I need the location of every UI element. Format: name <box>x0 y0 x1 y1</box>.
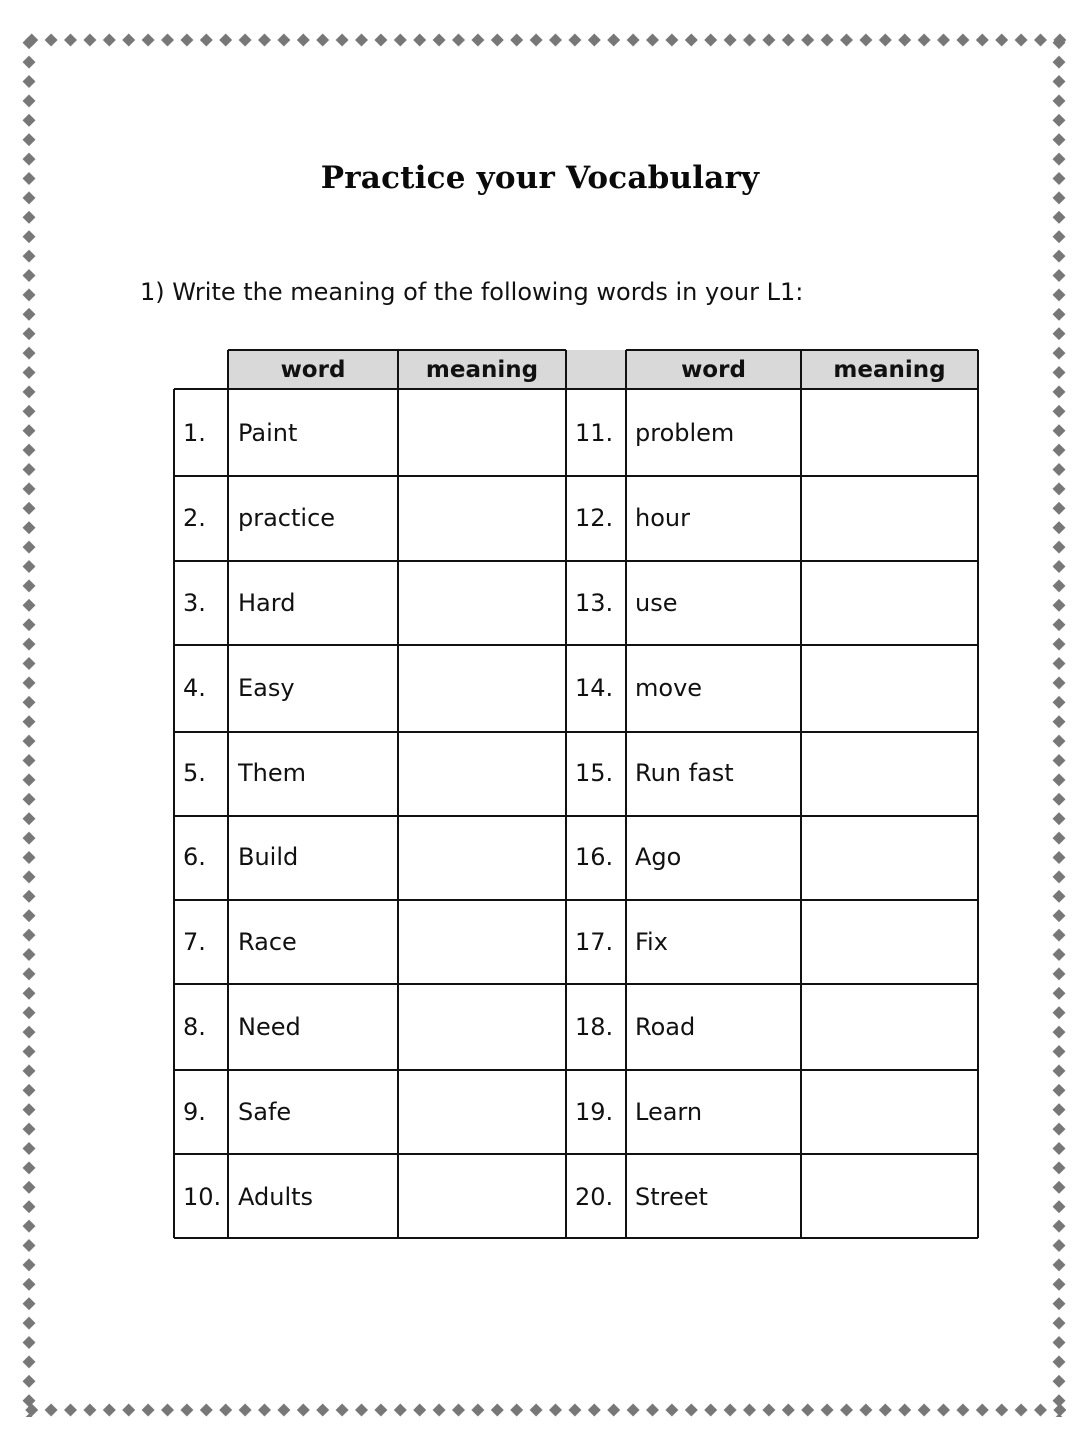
row-number-right: 15. <box>575 758 614 787</box>
meaning-answer-cell[interactable] <box>398 644 566 729</box>
table-row <box>174 983 978 1068</box>
header-word-right: word <box>626 350 801 389</box>
vocab-word-left: Need <box>238 1013 301 1042</box>
meaning-answer-cell[interactable] <box>398 983 566 1068</box>
vocab-word-left: Safe <box>238 1098 292 1127</box>
row-number-left: 6. <box>183 843 206 872</box>
meaning-answer-cell[interactable] <box>801 729 978 814</box>
vocab-word-right: move <box>635 673 703 702</box>
row-number-right: 18. <box>575 1013 614 1042</box>
border-top <box>22 33 1066 47</box>
table-row <box>174 813 978 898</box>
meaning-answer-cell[interactable] <box>398 1068 566 1153</box>
border-bottom <box>22 1403 1066 1417</box>
meaning-answer-cell[interactable] <box>398 898 566 983</box>
vocab-word-left: Paint <box>238 419 298 447</box>
meaning-answer-cell[interactable] <box>398 474 566 559</box>
row-number-right: 16. <box>575 843 614 872</box>
vocab-word-right: Ago <box>635 843 682 872</box>
row-number-left: 10. <box>183 1183 222 1212</box>
table-row <box>174 559 978 644</box>
border-left <box>22 33 36 1417</box>
vocab-word-left: Race <box>238 928 297 957</box>
table-row <box>174 644 978 729</box>
header-meaning-left: meaning <box>398 350 566 389</box>
table-body <box>174 389 978 1238</box>
vocab-word-left: Adults <box>238 1183 314 1212</box>
row-number-right: 11. <box>575 419 614 447</box>
vocab-word-left: Easy <box>238 673 295 702</box>
meaning-answer-cell[interactable] <box>801 389 978 474</box>
table-row <box>174 729 978 814</box>
vocab-word-left: Build <box>238 843 299 872</box>
row-number-left: 1. <box>183 419 206 447</box>
row-number-left: 8. <box>183 1013 206 1042</box>
worksheet-title: Practice your Vocabulary <box>320 160 760 196</box>
row-number-left: 2. <box>183 503 206 532</box>
meaning-answer-cell[interactable] <box>398 559 566 644</box>
vocab-word-left: practice <box>238 503 336 532</box>
vocab-word-right: hour <box>635 503 690 532</box>
row-number-right: 12. <box>575 503 614 532</box>
meaning-answer-cell[interactable] <box>398 729 566 814</box>
header-number-right-blank <box>566 350 626 389</box>
meaning-answer-cell[interactable] <box>801 474 978 559</box>
row-number-left: 5. <box>183 758 206 787</box>
row-number-left: 4. <box>183 673 206 702</box>
vocab-word-left: Them <box>238 758 307 787</box>
header-word-left: word <box>228 350 398 389</box>
meaning-answer-cell[interactable] <box>801 983 978 1068</box>
vocab-word-right: Fix <box>635 928 668 957</box>
row-number-right: 19. <box>575 1098 614 1127</box>
vocab-word-right: use <box>635 588 678 617</box>
vocab-word-right: Street <box>635 1183 708 1212</box>
header-meaning-right: meaning <box>801 350 978 389</box>
vocab-word-left: Hard <box>238 588 296 617</box>
row-number-right: 13. <box>575 588 614 617</box>
table-row <box>174 389 978 474</box>
table-row <box>174 474 978 559</box>
vocab-word-right: Learn <box>635 1098 703 1127</box>
table-row <box>174 1068 978 1153</box>
row-number-left: 7. <box>183 928 206 957</box>
meaning-answer-cell[interactable] <box>398 1153 566 1238</box>
instruction-text: 1) Write the meaning of the following words in your L1: <box>140 278 804 306</box>
vocab-word-right: Road <box>635 1013 696 1042</box>
vocab-word-right: Run fast <box>635 758 734 787</box>
table-row <box>174 1153 978 1238</box>
row-number-right: 17. <box>575 928 614 957</box>
row-number-left: 9. <box>183 1098 206 1127</box>
meaning-answer-cell[interactable] <box>801 559 978 644</box>
meaning-answer-cell[interactable] <box>801 644 978 729</box>
row-number-right: 20. <box>575 1183 614 1212</box>
meaning-answer-cell[interactable] <box>398 813 566 898</box>
meaning-answer-cell[interactable] <box>398 389 566 474</box>
vocab-word-right: problem <box>635 419 735 447</box>
meaning-answer-cell[interactable] <box>801 1068 978 1153</box>
meaning-answer-cell[interactable] <box>801 813 978 898</box>
row-number-right: 14. <box>575 673 614 702</box>
meaning-answer-cell[interactable] <box>801 898 978 983</box>
meaning-answer-cell[interactable] <box>801 1153 978 1238</box>
row-number-left: 3. <box>183 588 206 617</box>
border-right <box>1052 33 1066 1417</box>
table-row <box>174 898 978 983</box>
